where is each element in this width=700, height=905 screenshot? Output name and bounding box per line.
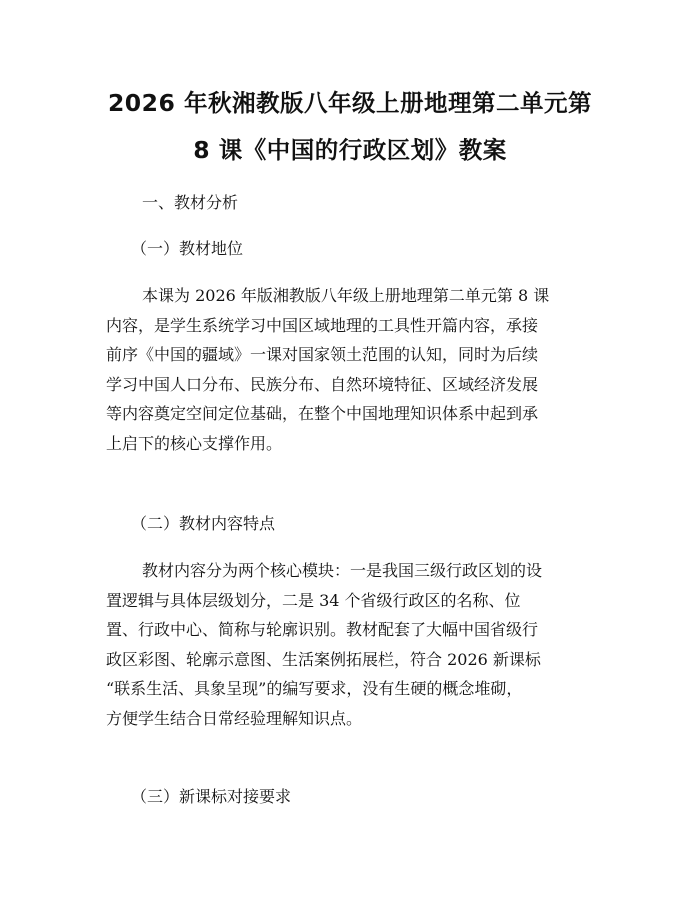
paragraph-content-features — [106, 556, 596, 733]
paragraph-line: 学习中国人口分布、民族分布、自然环境特征、区域经济发展 — [106, 374, 539, 394]
paragraph-line: 前序《中国的疆域》一课对国家领土范围的认知，同时为后续 — [106, 345, 539, 364]
paragraph-line: 等内容奠定空间定位基础，在整个中国地理知识体系中起到承 — [106, 404, 539, 423]
paragraph-textbook-position — [106, 281, 596, 458]
paragraph-line: 置逻辑与具体层级划分，二是 34 个省级行政区的名称、位 — [106, 590, 521, 610]
subsection-heading-textbook-position: （一）教材地位 — [131, 239, 244, 258]
paragraph-line: 本课为 2026 年版湘教版八年级上册地理第二单元第 8 课 — [142, 286, 550, 305]
paragraph-line: 内容，是学生系统学习中国区域地理的工具性开篇内容，承接 — [106, 315, 539, 335]
paragraph-line: 置、行政中心、简称与轮廓识别。教材配套了大幅中国省级行 — [106, 620, 539, 639]
paragraph-line: 政区彩图、轮廓示意图、生活案例拓展栏，符合 2026 新课标 — [106, 649, 541, 669]
subsection-heading-curriculum-requirements: （三）新课标对接要求 — [131, 787, 292, 806]
paragraph-line: 方便学生结合日常经验理解知识点。 — [106, 708, 363, 728]
subsection-heading-content-features: （二）教材内容特点 — [131, 514, 276, 533]
document-title-line-1: 2026 年秋湘教版八年级上册地理第二单元第 — [107, 89, 593, 117]
paragraph-line: 教材内容分为两个核心模块：一是我国三级行政区划的设 — [142, 561, 543, 580]
section-heading-textbook-analysis: 一、教材分析 — [142, 193, 239, 212]
document-title-line-2: 8 课《中国的行政区划》教案 — [193, 136, 507, 164]
paragraph-line: 上启下的核心支撑作用。 — [106, 433, 283, 453]
paragraph-line: “联系生活、具象呈现”的编写要求，没有生硬的概念堆砌， — [106, 679, 523, 698]
